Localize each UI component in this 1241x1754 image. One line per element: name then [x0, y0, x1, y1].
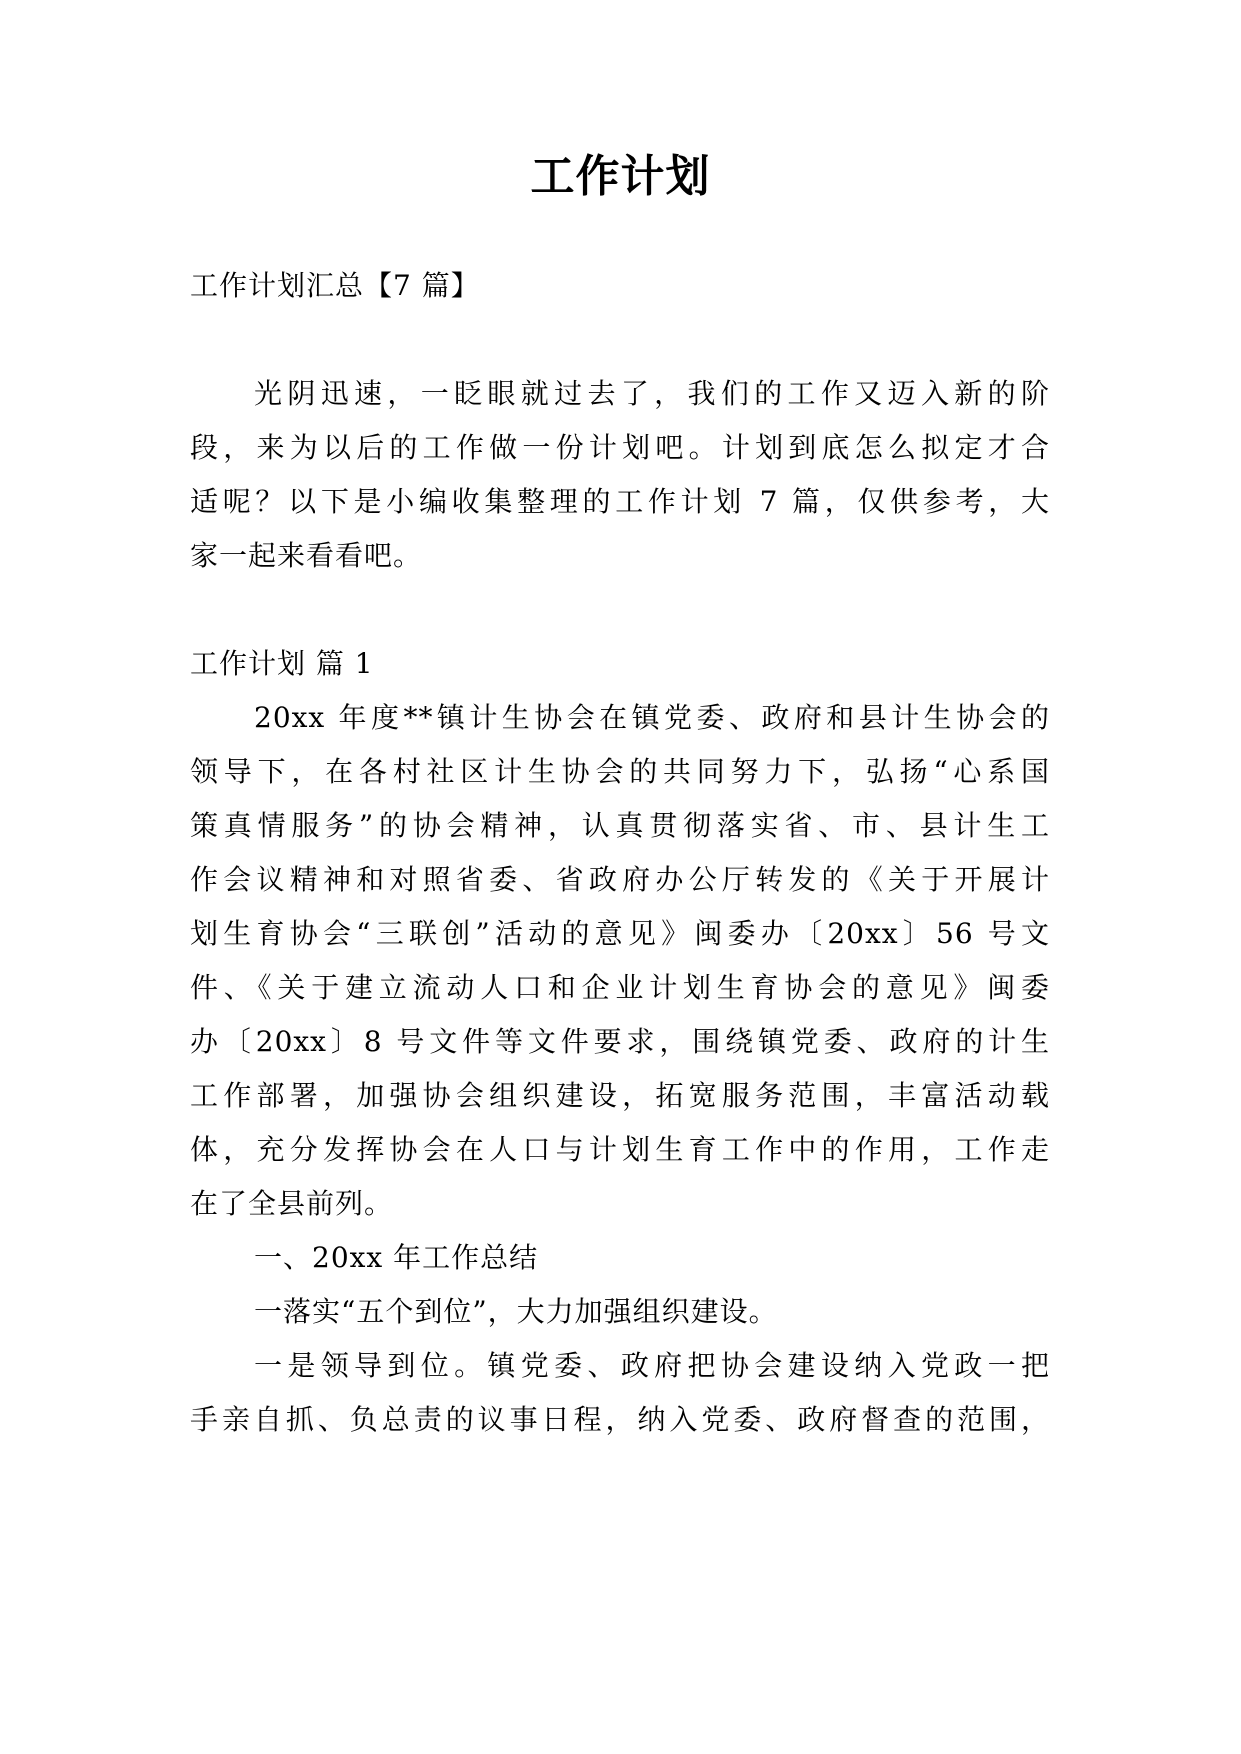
intro-line: 段，来为以后的工作做一份计划吧。计划到底怎么拟定才合 [190, 431, 1050, 464]
body-line: 划生育协会“三联创”活动的意见》闽委办〔20xx〕56 号文 [190, 917, 1050, 950]
body-line: 作会议精神和对照省委、省政府办公厅转发的《关于开展计 [190, 863, 1050, 896]
point-heading: 一落实“五个到位”，大力加强组织建设。 [254, 1295, 778, 1328]
body-line: 体，充分发挥协会在人口与计划生育工作中的作用，工作走 [190, 1133, 1050, 1166]
body-line: 在了全县前列。 [190, 1187, 394, 1220]
point-line: 一是领导到位。镇党委、政府把协会建设纳入党政一把 [254, 1349, 1050, 1382]
intro-line: 适呢？以下是小编收集整理的工作计划 7 篇，仅供参考，大 [190, 485, 1050, 518]
summary-heading: 一、20xx 年工作总结 [254, 1241, 539, 1274]
body-line: 领导下，在各村社区计生协会的共同努力下，弘扬“心系国 [190, 755, 1050, 788]
intro-line: 光阴迅速，一眨眼就过去了，我们的工作又迈入新的阶 [254, 377, 1050, 410]
body-line: 工作部署，加强协会组织建设，拓宽服务范围，丰富活动载 [190, 1079, 1050, 1112]
point-line: 手亲自抓、负总责的议事日程，纳入党委、政府督查的范围， [190, 1403, 1050, 1436]
body-line: 20xx 年度**镇计生协会在镇党委、政府和县计生协会的 [254, 701, 1050, 734]
document-subtitle: 工作计划汇总【7 篇】 [190, 269, 480, 302]
document-title: 工作计划 [530, 151, 711, 202]
body-line: 策真情服务”的协会精神，认真贯彻落实省、市、县计生工 [190, 809, 1050, 842]
body-line: 件、《关于建立流动人口和企业计划生育协会的意见》闽委 [190, 971, 1050, 1004]
body-line: 办〔20xx〕8 号文件等文件要求，围绕镇党委、政府的计生 [190, 1025, 1050, 1058]
section-heading: 工作计划 篇 1 [190, 647, 374, 680]
intro-line: 家一起来看看吧。 [190, 539, 423, 572]
